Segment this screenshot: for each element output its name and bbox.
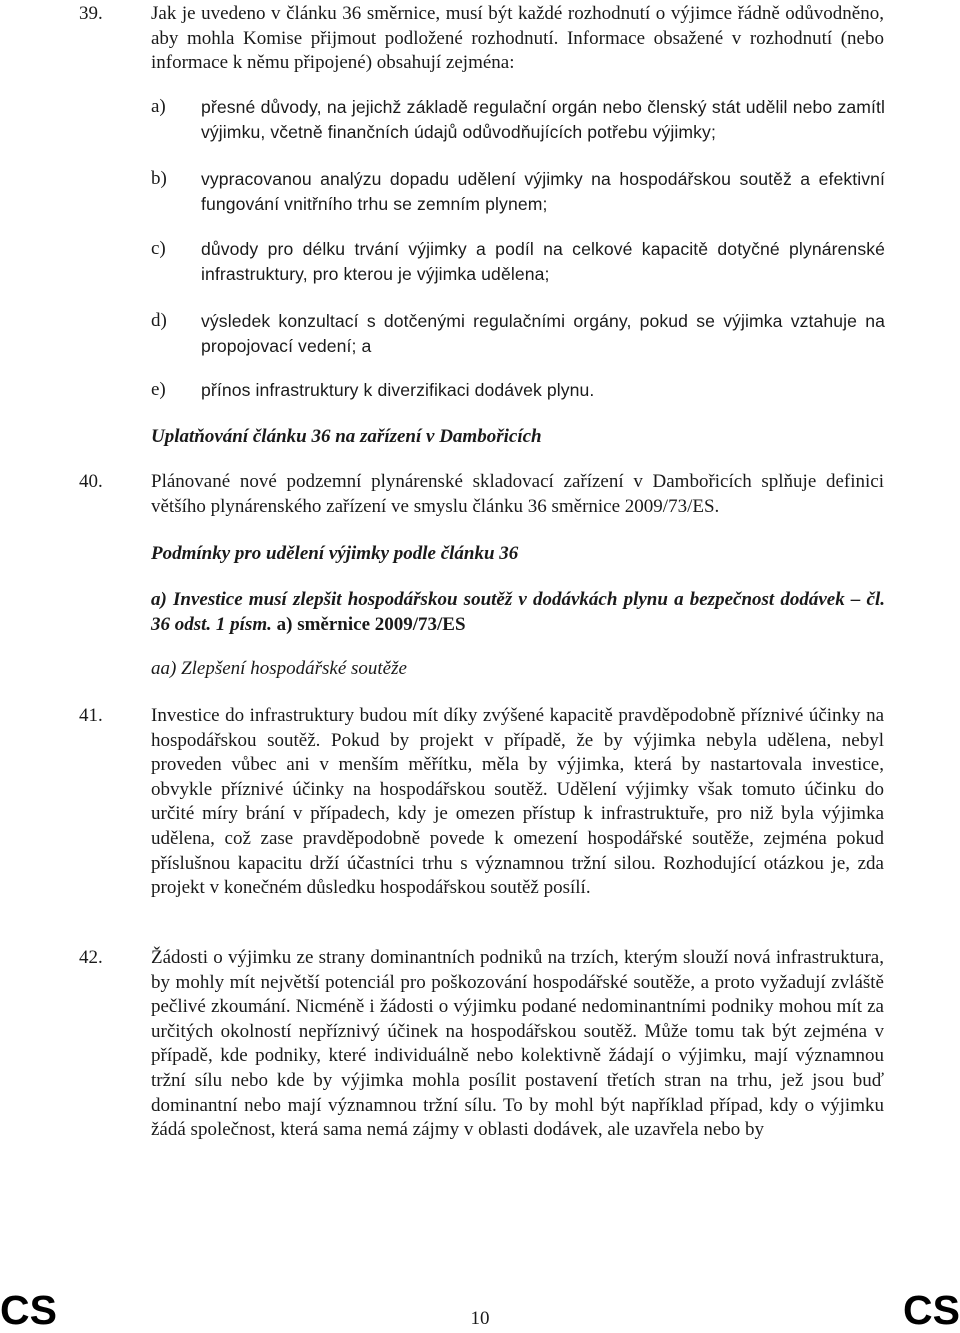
- subsection-heading-plain-part: a) směrnice 2009/73/ES: [271, 613, 466, 635]
- page-number: 10: [470, 1308, 490, 1329]
- list-text: přínos infrastruktury k diverzifikaci dodávek plynu.: [201, 380, 595, 400]
- list-letter: a): [151, 96, 166, 117]
- list-text: důvody pro délku trvání výjimky a podíl na celkové kapacitě dotyčné plynárenské infrastruktury, pro kterou je výjimka udělena;: [201, 239, 885, 284]
- paragraph-text: Žádosti o výjimku ze strany dominantních podniků na trzích, kterým slouží nová infrastruktura, by mohly mít největší potenciál pro poškozování hospodářské soutěže, a proto vyžadují zvláště pečlivé zkoumání. Nicméně i žádosti o výjimku podané nedominantními podniky mohou mít za určitých okolností nepříznivý účinek na hospodářskou soutěž. Může tomu tak být zejména v případě, kde podniky, které individuálně nebo kolektivně žádají o výjimku, mají významnou tržní sílu nebo kde by výjimka mohla posílit postavení třetích stran na trhu, jež jsou buď dominantní nebo mají významnou tržní sílu. To by mohl být například případ, kdy o výjimku žádá společnost, která sama nemá zájmy v oblasti dodávek, ale uzavřela nebo by: [151, 947, 884, 1141]
- list-item-c: [151, 237, 885, 286]
- list-text: vypracovanou analýzu dopadu udělení výjimky na hospodářskou soutěž a efektivní fungování vnitřního trhu se zemním plynem;: [201, 169, 885, 214]
- list-item-d: [151, 309, 885, 358]
- paragraph-text: Jak je uvedeno v článku 36 směrnice, musí být každé rozhodnutí o výjimce řádně odůvodněno, aby mohla Komise přijmout podložené rozhodnutí. Informace obsažené v rozhodnutí (nebo informace k němu připojené) obsahují zejména:: [151, 3, 884, 74]
- paragraph-40: [79, 470, 884, 519]
- paragraph-text: Plánované nové podzemní plynárenské skladovací zařízení v Dambořicích splňuje definici většího plynárenského zařízení ve smyslu článku 36 směrnice 2009/73/ES.: [151, 471, 884, 517]
- list-text: výsledek konzultací s dotčenými regulačními orgány, pokud se výjimka vztahuje na propojovací vedení; a: [201, 311, 885, 356]
- list-item-e: [151, 378, 885, 403]
- list-letter: c): [151, 238, 166, 259]
- list-text: přesné důvody, na jejichž základě regulační orgán nebo členský stát udělil nebo zamítl výjimku, včetně finančních údajů odůvodňujících potřebu výjimky;: [201, 97, 885, 142]
- paragraph-number: 40.: [79, 471, 103, 492]
- paragraph-39: [79, 2, 884, 76]
- paragraph-42: [79, 946, 884, 1143]
- section-heading-conditions: Podmínky pro udělení výjimky podle článku 36: [151, 543, 519, 564]
- list-letter: d): [151, 310, 167, 331]
- subsection-heading-italic-part: a) Investice musí zlepšit hospodářskou soutěž v dodávkách plynu a bezpečnost dodávek – čl. 36 odst. 1 písm.: [151, 589, 885, 635]
- list-letter: e): [151, 379, 166, 400]
- subsection-heading-investment: [151, 588, 885, 637]
- paragraph-number: 41.: [79, 705, 103, 726]
- subsubsection-heading-competition: aa) Zlepšení hospodářské soutěže: [151, 658, 407, 679]
- paragraph-number: 42.: [79, 947, 103, 968]
- list-item-b: [151, 167, 885, 216]
- list-letter: b): [151, 168, 167, 189]
- paragraph-text: Investice do infrastruktury budou mít díky zvýšené kapacitě pravděpodobně příznivé účinky na hospodářskou soutěž. Pokud by projekt v případě, že by výjimka nebyla udělena, nebyl proveden vůbec ani v menším měřítku, měla by výjimka, která by nastartovala investice, obvykle příznivé účinky na hospodářskou soutěž. Udělení výjimky však tomuto účinku do určité míry brání v případech, kdy je omezen přístup k infrastruktuře, pro niž byla výjimka udělena, což zase pravděpodobně povede k omezení hospodářské soutěže, zejména pokud příslušnou kapacitu drží účastníci trhu s významnou tržní silou. Rozhodující otázkou je, zda projekt v konečném důsledku hospodářskou soutěž posílí.: [151, 705, 884, 899]
- paragraph-41: [79, 704, 884, 901]
- list-item-a: [151, 95, 885, 144]
- footer-language-right: CS: [903, 1287, 960, 1333]
- footer-language-left: CS: [0, 1287, 57, 1333]
- section-heading-application: Uplatňování článku 36 na zařízení v Dambořicích: [151, 426, 542, 447]
- paragraph-number: 39.: [79, 3, 103, 24]
